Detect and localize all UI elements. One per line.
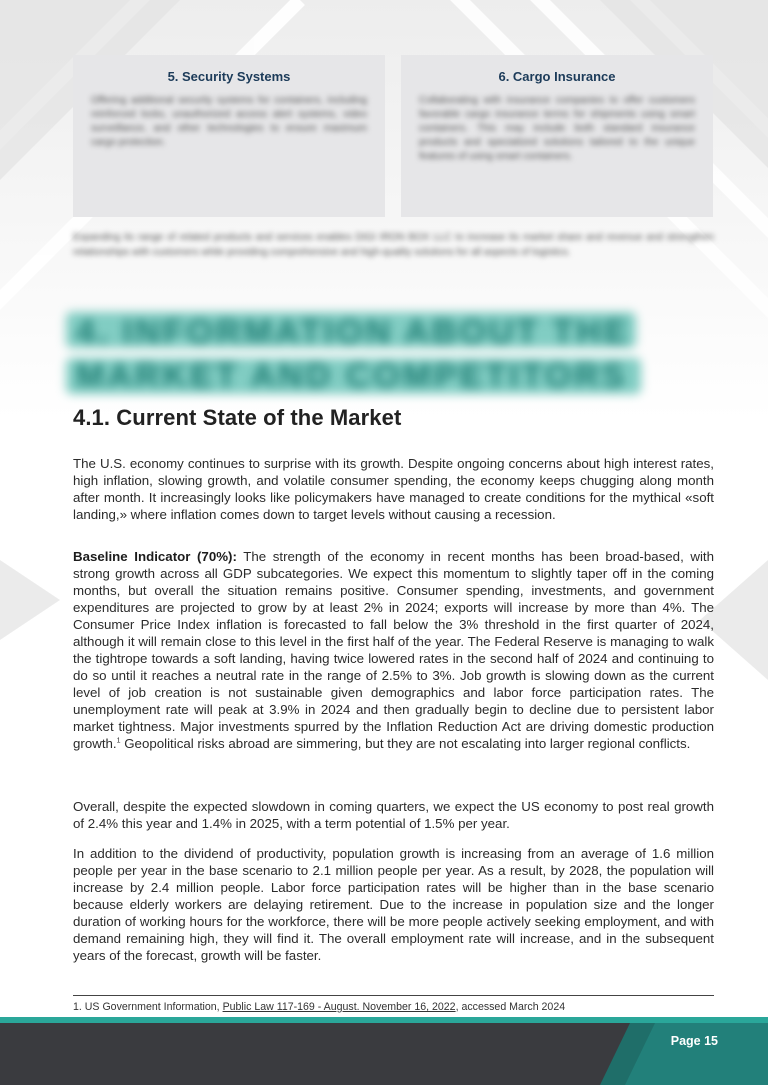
blurred-paragraph: Expanding its range of related products and services enables DIGI IRON BOX LLC to increase its market share and revenue and strengthen relationships with customers while providing comprehensive and high-quality solutions for all aspects of logistics. — [73, 232, 714, 258]
card-body-blurred: Collaborating with insurance companies to offer customers favorable cargo insurance terms for shipments using smart containers. This may include both standard insurance products and specialized solutions tailored to the unique features of using smart containers. — [419, 95, 695, 162]
footnote-suffix: , accessed March 2024 — [455, 1001, 566, 1013]
paragraph-overall: Overall, despite the expected slowdown in coming quarters, we expect the US economy to post real growth of 2.4% this year and 1.4% in 2025, with a term potential of 1.5% per year. — [73, 799, 714, 831]
baseline-text: The strength of the economy in recent months has been broad-based, with strong growth across all GDP subcategories. We expect this momentum to slightly taper off in the coming months, but overall the situation remains positive. Consumer spending, investments, and government expenditures are projected to grow by at least 2% in 2024; exports will increase by more than 4%. The Consumer Price Index inflation is forecasted to fall below the 3% threshold in the first quarter of 2024, although it will remain close to this level in the first half of the year. The Federal Reserve is managing to walk the tightrope towards a soft landing, having twice lowered rates in the second half of 2024 and continuing to do so until it reaches a neutral rate in the range of 2.5% to 3%. Job growth is slowing down as the current level of job creation is not sustainable given demographics and labor force participation rates. The unemployment rate will peak at 3.9% in 2024 and then gradually begin to decline due to persistent labor market tightness. Major investments spurred by the Inflation Reduction Act are driving domestic production growth. — [73, 549, 714, 751]
heading-line-2: MARKET AND COMPETITORS — [76, 357, 628, 395]
footnote-prefix: 1. US Government Information, — [73, 1001, 223, 1013]
card-title: 5. Security Systems — [167, 69, 291, 84]
security-systems-card — [73, 55, 385, 217]
footnote-ref[interactable]: 1 — [116, 737, 121, 745]
card-title: 6. Cargo Insurance — [498, 69, 616, 84]
page-footer — [0, 1017, 768, 1085]
footnote-link[interactable]: Public Law 117-169 - August. November 16, 2022 — [222, 1001, 456, 1013]
baseline-label: Baseline Indicator (70%): — [73, 549, 237, 564]
paragraph-baseline — [73, 548, 714, 752]
page-number: Page 15 — [670, 1034, 718, 1048]
cargo-insurance-card — [401, 55, 713, 217]
paragraph-population: In addition to the dividend of productivity, population growth is increasing from an average of 1.6 million people per year in the base scenario to 2.1 million people per year. As a result, by 2028, the population will increase by 2.4 million people. Labor force participation rates will be higher than in the base scenario because elderly workers are delaying retirement. Due to the increase in population size and the longer duration of working hours for the workforce, there will be more people actively seeking employment, and with demand remaining high, they will find it. The overall employment rate will increase, and in the subsequent years of the forecast, growth will be faster. — [73, 846, 714, 963]
section-title: 4.1. Current State of the Market — [73, 405, 402, 430]
footnote-divider — [73, 995, 714, 996]
footnote — [73, 1001, 565, 1013]
heading-line-1: 4. INFORMATION ABOUT THE — [76, 313, 630, 351]
baseline-text-end: Geopolitical risks abroad are simmering, but they are not escalating into larger regional conflicts. — [120, 736, 691, 751]
blurred-section-heading — [66, 310, 666, 395]
paragraph-intro: The U.S. economy continues to surprise with its growth. Despite ongoing concerns about high interest rates, high inflation, slowing growth, and volatile consumer spending, the economy keeps chugging along month after month. It increasingly looks like policymakers have managed to create conditions for the mythical «soft landing,» where inflation comes down to target levels without causing a recession. — [73, 456, 714, 522]
card-body-blurred: Offering additional security systems for containers, including reinforced locks, unauthorized access alert systems, video surveillance, and other technologies to ensure maximum cargo protection. — [91, 95, 367, 148]
